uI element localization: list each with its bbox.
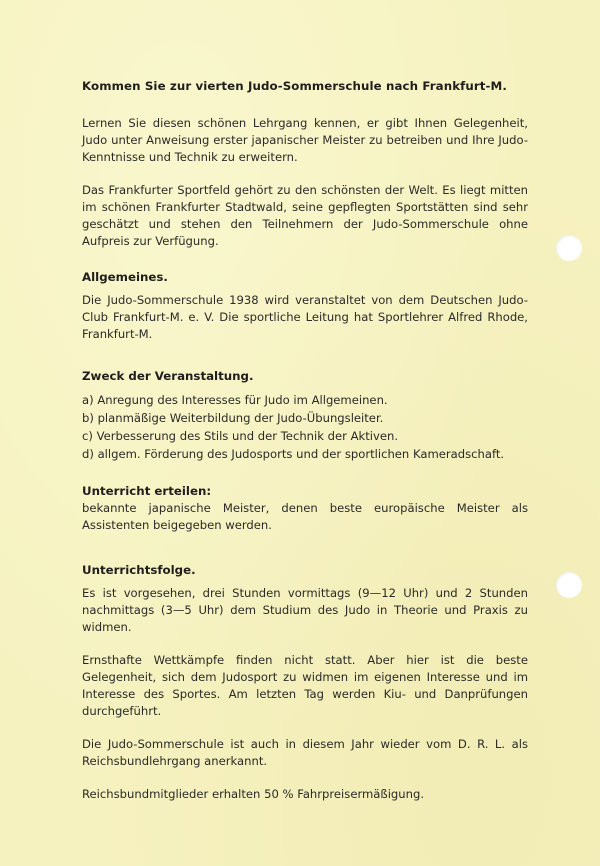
unterricht-text: bekannte japanische Meister, denen beste europäische Meister als Assistenten beigegeben werden.	[82, 501, 528, 532]
punch-hole-bottom	[556, 572, 582, 598]
punch-hole-top	[556, 235, 582, 261]
section-zweck	[82, 368, 528, 463]
section-heading-unterrichtsfolge: Unterrichtsfolge.	[82, 563, 196, 577]
document-body	[82, 78, 528, 803]
unterrichtsfolge-paragraph-1: Es ist vorgesehen, drei Stunden vormittags (9—12 Uhr) und 2 Stunden nachmittags (3—5 Uhr) dem Studium des Judo in Theorie und Praxis zu widmen.	[82, 586, 528, 634]
intro-paragraph-1: Lernen Sie diesen schönen Lehrgang kennen, er gibt Ihnen Gelegenheit, Judo unter Anweisung erster japanischer Meister zu betreiben und Ihre Judo-Kenntnisse und Technik zu erweitern.	[82, 116, 528, 164]
unterrichtsfolge-paragraph-3: Die Judo-Sommerschule ist auch in diesem Jahr wieder vom D. R. L. als Reichsbundlehrgang anerkannt.	[82, 737, 528, 768]
section-unterrichtsfolge	[82, 562, 528, 803]
page-title: Kommen Sie zur vierten Judo-Sommerschule nach Frankfurt-M.	[82, 79, 507, 93]
section-allgemeines	[82, 269, 528, 343]
section-heading-allgemeines: Allgemeines.	[82, 270, 168, 284]
allgemeines-text: Die Judo-Sommerschule 1938 wird veranstaltet von dem Deutschen Judo-Club Frankfurt-M. e. V. Die sportliche Leitung hat Sportlehrer Alfred Rhode, Frankfurt-M.	[82, 293, 528, 341]
section-heading-zweck: Zweck der Veranstaltung.	[82, 369, 254, 383]
intro-paragraph-2: Das Frankfurter Sportfeld gehört zu den schönsten der Welt. Es liegt mitten im schönen Frankfurter Stadtwald, seine gepflegten Sportstätten sind sehr geschätzt und stehen den Teilnehmern der Judo-Sommerschule ohne Aufpreis zur Verfügung.	[82, 183, 528, 248]
section-heading-unterricht: Unterricht erteilen:	[82, 484, 212, 498]
list-item: d) allgem. Förderung des Judosports und der sportlichen Kameradschaft.	[82, 447, 505, 461]
list-item: b) planmäßige Weiterbildung der Judo-Übungsleiter.	[82, 411, 384, 425]
section-unterricht	[82, 483, 528, 534]
zweck-list	[82, 391, 528, 463]
unterrichtsfolge-paragraph-4: Reichsbundmitglieder erhalten 50 % Fahrpreisermäßigung.	[82, 787, 425, 801]
list-item: c) Verbesserung des Stils und der Technik der Aktiven.	[82, 429, 399, 443]
unterrichtsfolge-paragraph-2: Ernsthafte Wettkämpfe finden nicht statt. Aber hier ist die beste Gelegenheit, sich dem Judosport zu widmen im eigenen Interesse und im Interesse des Sportes. Am letzten Tag werden Kiu- und Danprüfungen durchgeführt.	[82, 653, 528, 718]
list-item: a) Anregung des Interesses für Judo im Allgemeinen.	[82, 393, 388, 407]
